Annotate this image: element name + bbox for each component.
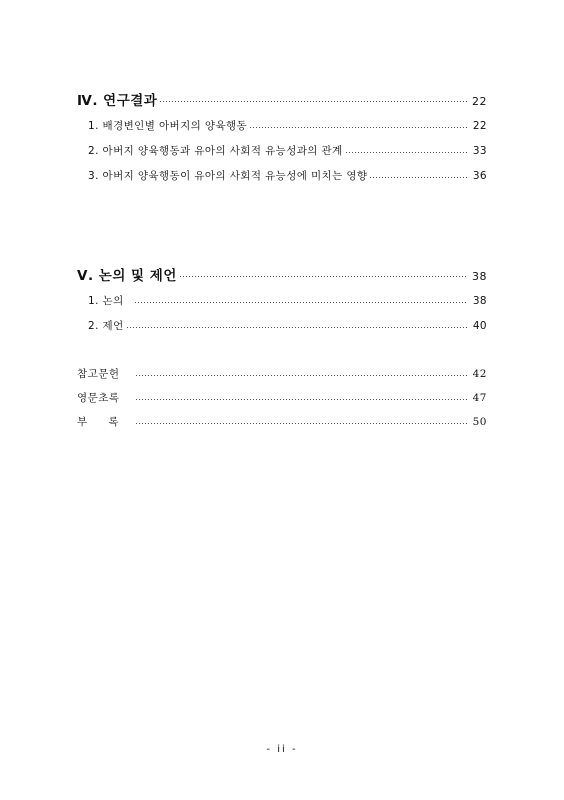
leader-dots	[345, 152, 467, 153]
section-title: 1. 배경변인별 아버지의 양육행동	[88, 120, 248, 132]
page-number: 36	[472, 170, 487, 182]
section-title: 2. 아버지 양육행동과 유아의 사회적 유능성과의 관계	[88, 145, 343, 157]
toc-chapter-5[interactable]	[0, 264, 487, 284]
leader-dots	[126, 327, 467, 328]
section-title: 1. 논의	[88, 295, 124, 307]
chapter-title: Ⅴ. 논의 및 제언	[77, 268, 177, 284]
page-number: 22	[472, 95, 487, 108]
toc-english-abstract[interactable]	[0, 390, 487, 405]
section-title: 3. 아버지 양육행동이 유아의 사회적 유능성에 미치는 영향	[88, 170, 368, 182]
page-number: 50	[472, 416, 487, 428]
toc-references[interactable]	[0, 366, 487, 381]
page-number: 33	[472, 145, 487, 157]
toc-section-4-3[interactable]	[0, 168, 487, 183]
leader-dots	[135, 375, 467, 376]
toc-section-5-2[interactable]	[0, 318, 487, 333]
page-number: 40	[472, 320, 487, 332]
page-number: 38	[472, 270, 487, 283]
toc-chapter-4[interactable]	[0, 89, 487, 109]
appendix-title-spread	[77, 414, 119, 429]
page-footer-number: - ii -	[266, 744, 298, 755]
section-title: 2. 제언	[88, 320, 124, 332]
leader-dots	[135, 399, 467, 400]
page-number: 47	[472, 392, 487, 404]
leader-dots	[159, 101, 467, 102]
appendix-title-char-1: 부	[77, 416, 88, 428]
appendix-title-char-2: 록	[108, 416, 119, 428]
leader-dots	[135, 423, 467, 424]
toc-section-5-1[interactable]	[0, 293, 487, 308]
appendix-title: 참고문헌	[77, 368, 120, 380]
page-number: 22	[472, 120, 487, 132]
appendix-title	[77, 414, 133, 429]
toc-section-4-1[interactable]	[0, 118, 487, 133]
leader-dots	[249, 127, 467, 128]
toc-section-4-2[interactable]	[0, 143, 487, 158]
chapter-title: Ⅳ. 연구결과	[77, 93, 158, 109]
leader-dots	[134, 302, 467, 303]
page-number: 42	[472, 368, 487, 380]
leader-dots	[179, 276, 467, 277]
appendix-title: 영문초록	[77, 392, 120, 404]
toc-appendix[interactable]	[0, 414, 487, 429]
leader-dots	[369, 177, 467, 178]
page-number: 38	[472, 295, 487, 307]
